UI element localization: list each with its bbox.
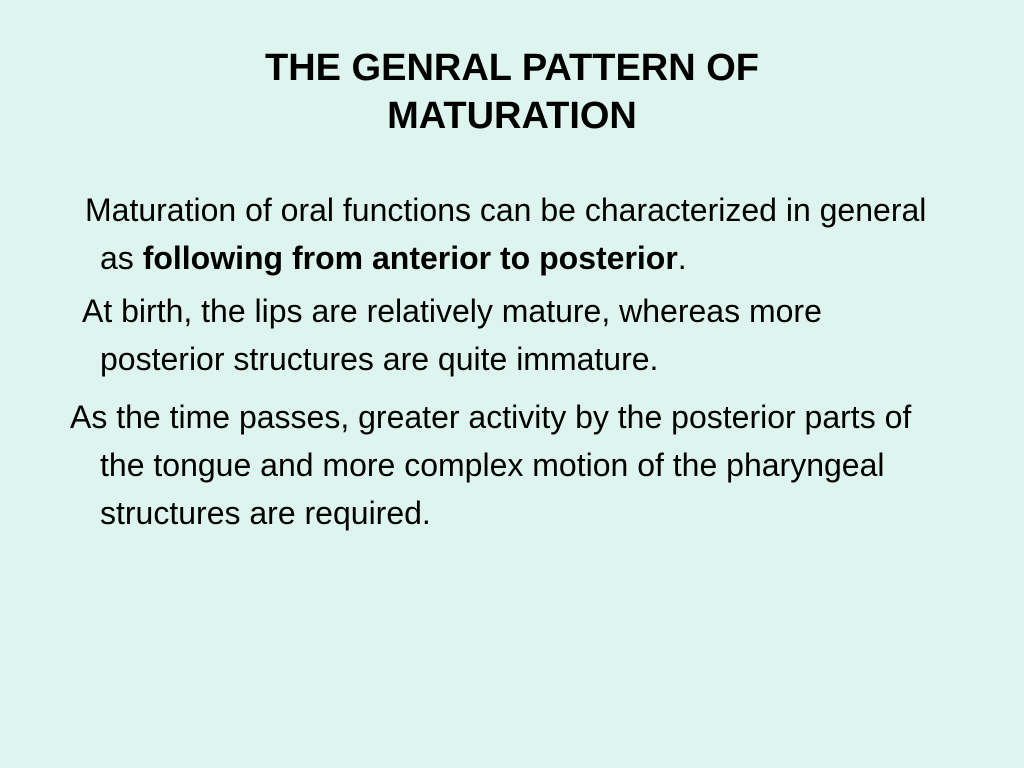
paragraph-anterior-posterior <box>0 186 950 282</box>
paragraph-1-text-end: . <box>677 240 687 276</box>
paragraph-1-text-start: Maturation of oral functions can be characterized in general as <box>85 192 927 276</box>
slide-title <box>112 44 912 140</box>
paragraph-time-passes: As the time passes, greater activity by the posterior parts of the tongue and more complex motion of the pharyngeal structures are required. <box>70 399 912 531</box>
slide-body <box>0 186 1024 537</box>
slide-title-line-2: MATURATION <box>387 95 637 137</box>
slide-title-line-1: THE GENRAL PATTERN OF <box>265 47 759 89</box>
paragraph-1-bold-phrase: following from anterior to posterior <box>142 240 678 276</box>
paragraph-at-birth: At birth, the lips are relatively mature, whereas more posterior structures are quite immature. <box>82 293 822 377</box>
